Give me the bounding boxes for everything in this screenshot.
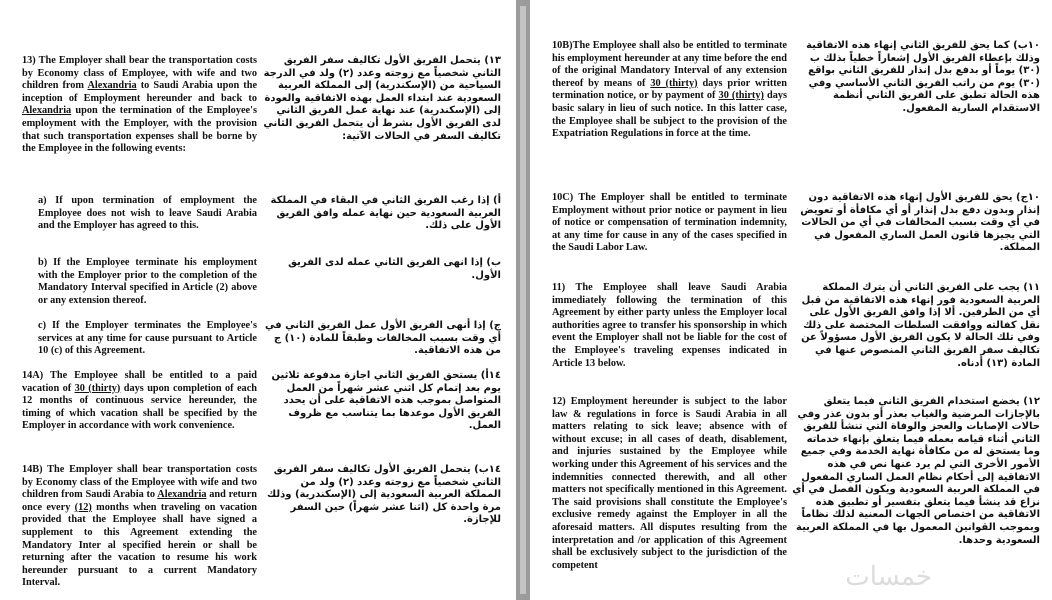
- clause-text: days upon completion of each 12 months of continuous service hereunder, the timing of which vacation shall be specified by the Employer in accordance with work convenience.: [22, 382, 257, 432]
- clause-number: 10C): [552, 192, 574, 203]
- clause-text: The Employer shall be entitled to terminate Employment without prior notice or payment in lieu of notice or compensation of termination indemnity, at any time for cause in any of the cases specified in the Saudi Labor Law.: [552, 192, 787, 254]
- clause-text: The Employer shall bear transportation costs by Economy class of the Employee with wife and two children from Saudi Arabia to: [22, 464, 257, 501]
- clause-10c-en: [552, 192, 787, 255]
- clause-text: days prior written termination notice, or by payment of: [552, 77, 787, 102]
- clause-13-en: [22, 55, 257, 156]
- underlined-text: 30 (thirty): [74, 382, 121, 394]
- clause-text: The Employee shall leave Saudi Arabia immediately following the termination of this Agreement by either party unless the Employer local authorities agree to transfer his sponsorship in which event the Employer shall not be liable for the cost of the Employee's traveling expenses indicated in Article 13 below.: [552, 282, 788, 369]
- clause-14a-ar: ١٤أ) يستحق الفريق الثاني اجازة مدفوعة ثلاثين يوم بعد إتمام كل اثني عشر شهراً من العمل المتواصل بموجب هذه الاتفاقية على أن يحدد الفريق الأول موعدها بما يتناسب مع ظروف العمل.: [271, 370, 501, 432]
- vertical-scrollbar[interactable]: [520, 6, 526, 594]
- clause-b-en: [38, 257, 257, 307]
- clause-text: The Employee shall also be entitled to terminate his employment hereunder at any time before the end of the original Mandatory Interval of any extension thereof by means of: [552, 40, 787, 89]
- underlined-text: 30 (thirty): [650, 77, 698, 89]
- clause-number: 10B): [552, 40, 573, 51]
- clause-10b-ar: ١٠ب) كما يحق للفريق الثاني إنهاء هذه الاتفاقية وذلك بإعطاء الفريق الأول إشعاراً خطياً بذلك ب (٣٠) يوماً أو بدفع بدل إنذار للفريق الثاني بواقع (٣٠) يوم من راتب الفريق الثاني الأساسي وفي هذه الحالة تطبق على الفريق الثاني أنظمة الاستقدام السارية المفعول.: [806, 40, 1040, 114]
- clause-text: If upon termination of employment the Employee does not wish to leave Saudi Arabia and the Employer has agreed to this.: [38, 195, 258, 232]
- clause-10c-ar: ١٠ج) يحق للفريق الأول إنهاء هذه الاتفاقية دون إنذار وبدون دفع بدل إنذار أو أي مكافأة أو تعويض في أي وقت بسبب المخالفات في أي من الحالات التي يجيزها قانون العمل الساري المفعول في المملكة.: [800, 192, 1040, 254]
- clause-number: 13): [22, 55, 36, 66]
- clause-number: 11): [552, 282, 566, 293]
- document-page-right: [530, 0, 1052, 600]
- clause-text: months when traveling on vacation provided that the Employee shall have signed a supplement to this Agreement extending the Mandatory Inter al specified herein or shall be returning after the vacation to resume his work hereunder pursuant to a current Mandatory Interval.: [22, 501, 258, 589]
- watermark-logo: خمسات: [845, 562, 932, 592]
- clause-number: b): [38, 257, 48, 268]
- underlined-text: Alexandria: [157, 489, 207, 501]
- clause-text: and return once every: [22, 489, 257, 513]
- clause-text: If the Employer terminates the Employee's services at any time for cause pursuant to Article 10 (c) of this Agreement.: [38, 320, 257, 357]
- underlined-text: (12): [74, 501, 92, 513]
- clause-14b-en: [22, 464, 257, 590]
- clause-10b-en: [552, 40, 787, 141]
- clause-text: days basic salary in lieu of such notice. In this latter case, the Employee shall be subject to the provision of the Expatriation Regulations in force at the time.: [552, 90, 788, 140]
- clause-14a-en: [22, 370, 257, 433]
- clause-number: 12): [552, 396, 566, 407]
- clause-11-ar: ١١) يجب على الفريق الثاني أن يترك المملكة العربية السعودية فور إنهاء هذه الاتفاقية من قبل أي من الطرفين. ألا إذا وافق الفريق الأول على نقل كفالته ووافقت السلطات المختصة على ذلك وفي تلك الحالة لا يكون الفريق الأول مسؤولاً عن تكاليف سفر الفريق الثاني المنصوص عنها في المادة (١٣) أدناه.: [801, 282, 1040, 369]
- underlined-text: Alexandria: [22, 105, 72, 117]
- clause-text: The Employee shall be entitled to a paid vacation of: [22, 370, 257, 394]
- clause-text: If the Employee terminate his employment with the Employer prior to the completion of the Mandatory Interval specified in Article (2) above or any extension thereof.: [38, 257, 257, 306]
- clause-text: The Employer shall bear the transportation costs by Economy class of Employee, with wife and two children from: [22, 55, 257, 92]
- clause-text: to Saudi Arabia upon the inception of Employment hereunder and back to: [22, 80, 258, 104]
- clause-a-en: [38, 195, 257, 233]
- document-page-left: [0, 0, 516, 600]
- clause-number: 14B): [22, 464, 43, 475]
- clause-11-en: [552, 282, 787, 370]
- clause-13-ar: ١٣) يتحمل الفريق الأول تكاليف سفر الفريق الثاني شخصياً مع زوجته وعدد (٢) ولد في الدرجة السياحية من (الإسكندرية) إلى المملكة العربية السعودية عند ابتداء العمل بهذه الاتفاقية والعودة إلى (الإسكندرية) عند نهاية عمل الفريق الثاني لدى الفريق الأول بشرط أن يتحمل الفريق الثاني تكاليف السفر في الحالات الآتية:: [263, 55, 501, 142]
- clause-c-ar: ج) إذا أنهى الفريق الأول عمل الفريق الثاني في أي وقت بسبب المخالفات وطبقاً للمادة (١٠) ج من هذه الاتفاقية.: [264, 320, 501, 357]
- clause-number: a): [38, 195, 47, 206]
- clause-text: Employment hereunder is subject to the labor law & regulations in force is Saudi Arabia in all matters relating to sick leave; absence with of without excuse; in all cases of death, disablement, and injuries sustained by the Employee while working under this Agreement of his services and the indemnities connected therewith, and all other matters not specifically mentioned in this Agreement. The said provisions shall constitute the Employee's exclusive remedy against the Employer in all the aforesaid matters. All disputes resulting from the interpretation and /or application of this Agreement shall be exclusively subject to the jurisdiction of the competent: [552, 396, 787, 571]
- clause-12-ar: ١٢) يخضع استخدام الفريق الثاني فيما يتعلق بالإجازات المرضية والغياب بعذر أو بدون عذر وفي حالات الإصابات والعجز والوفاة التي تنشأ للفريق الثاني أثناء قيامه بعمله فيما يتعلق بإنهاء خدماته وما يستحق له من مكافأة نهاية الخدمة وفي جميع الأمور الأخرى التي لم يرد عنها نص في هذه الاتفاقية إلى أحكام نظام العمل الساري المفعول في المملكة العربية السعودية ويكون الفصل في أي نزاع قد ينشأ فيما يتعلق بتفسير أو تطبيق هذه الاتفاقية من اختصاص الجهات المعنية لذلك نظاماً وبموجب القوانين المعمول بها في المملكة العربية السعودية وحدها.: [792, 396, 1040, 546]
- clause-14b-ar: ١٤ب) يتحمل الفريق الأول تكاليف سفر الفريق الثاني شخصياً مع زوجته وعدد (٢) ولد من المملكة العربية السعودية إلى (الإسكندرية) وذلك مرة واحدة كل (اثنا عشر شهراً) حين السفر للإجازة.: [267, 464, 501, 526]
- clause-a-ar: أ) إذا رغب الفريق الثاني في البقاء في المملكة العربية السعودية حين نهاية عمله وافق الفريق الأول على ذلك.: [270, 195, 501, 232]
- clause-number: c): [38, 320, 46, 331]
- clause-12-en: [552, 396, 787, 572]
- clause-number: 14A): [22, 370, 44, 381]
- clause-c-en: [38, 320, 257, 358]
- underlined-text: 30 (thirty): [718, 90, 764, 102]
- underlined-text: Alexandria: [87, 80, 137, 92]
- clause-b-ar: ب) إذا انهى الفريق الثاني عمله لدى الفريق الأول.: [288, 257, 501, 281]
- clause-text: upon the termination of the Employee's employment with the Employer, with the provision that such transportation expenses shall be borne by the Employee in the following events:: [22, 105, 257, 155]
